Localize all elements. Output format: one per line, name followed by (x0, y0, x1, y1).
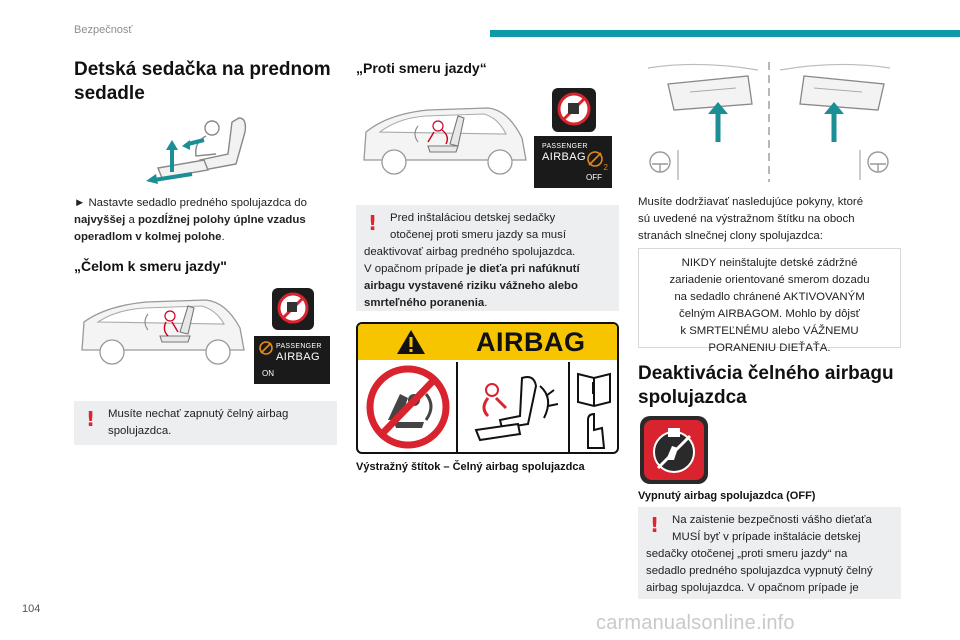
airbag-warning-sticker-icon (272, 288, 314, 330)
exclamation-icon: ! (650, 513, 660, 537)
airbag-warning-label (356, 322, 619, 454)
bullet-arrow-icon: ► (74, 197, 86, 209)
page-title: Detská sedačka na prednom sedadle (74, 59, 331, 104)
child-safety-warning: ! Na zaistenie bezpečnosti vášho dieťaťa MUSÍ byť v prípade inštalácie detskej sedačky otočenej „proti smeru jazdy“ na sedadlo predného spolujazdca vypnutý čelný airbag spolujazdca. V opačnom prípade je (638, 507, 901, 599)
exclamation-icon: ! (86, 407, 96, 431)
never-install-notice: NIKDY neinštalujte detské zádržné zariadenie orientované smerom dozadu na sedadlo chránené AKTIVOVANÝM čelným AIRBAGOM. Mohlo by dôjsť k SMRTEĽNÉMU alebo VÁŽNEMU PORANENIU DIEŤAŤA. (638, 248, 901, 348)
deactivation-title: Deaktivácia čelného airbagu spolujazdca (638, 363, 894, 408)
section-label: Bezpečnosť (74, 24, 133, 36)
deactivate-airbag-warning: ! Pred inštaláciou detskej sedačky otočenej proti smeru jazdy sa musí deaktivovať airbag predného spolujazdca. V opačnom prípade je dieťa pri nafúknutí airbagu vystavené riziku vážneho alebo smrteľného poranenia. (356, 205, 619, 311)
sun-visor-illustration (638, 62, 900, 182)
watermark: carmanualsonline.info (596, 612, 795, 634)
header-accent-bar (490, 30, 960, 37)
page-number: 104 (22, 603, 41, 615)
rear-facing-heading: „Proti smeru jazdy“ (356, 60, 487, 76)
passenger-airbag-on-indicator: PASSENGER AIRBAG ON (254, 336, 330, 384)
rear-facing-car-illustration (358, 98, 530, 180)
airbag-off-sticker-icon (640, 416, 708, 484)
exclamation-icon: ! (368, 211, 378, 235)
airbag-deploy-icon (462, 368, 562, 448)
facing-forward-heading: „Čelom k smeru jazdy" (74, 258, 227, 274)
warning-triangle-icon (396, 329, 426, 355)
forward-facing-car-illustration (76, 292, 248, 370)
rear-facing-sticker-icon (552, 88, 596, 132)
seat-instruction: ► Nastavte sedadlo predného spolujazdca do najvyššej a pozdĺžnej polohy úplne vzadus operadlom v kolmej polohe. (74, 197, 307, 243)
airbag-icon (258, 340, 274, 356)
visor-intro: Musíte dodržiavať nasledujúce pokyny, ktoré sú uvedené na výstražnom štítku na oboch stranách slnečnej clony spolujazdca: (638, 196, 864, 242)
seat-adjust-illustration (144, 112, 254, 184)
no-rear-seat-icon (364, 364, 452, 450)
airbag-label-word: AIRBAG (476, 327, 586, 357)
label-caption: Výstražný štítok – Čelný airbag spolujazdca (356, 461, 585, 473)
read-manual-icon (574, 368, 614, 450)
off-caption: Vypnutý airbag spolujazdca (OFF) (638, 490, 816, 502)
airbag-off-icon (586, 150, 604, 168)
keep-airbag-on-warning: ! Musíte nechať zapnutý čelný airbag spolujazdca. (74, 401, 337, 445)
passenger-airbag-off-indicator: PASSENGER AIRBAG 2 OFF (534, 136, 612, 188)
